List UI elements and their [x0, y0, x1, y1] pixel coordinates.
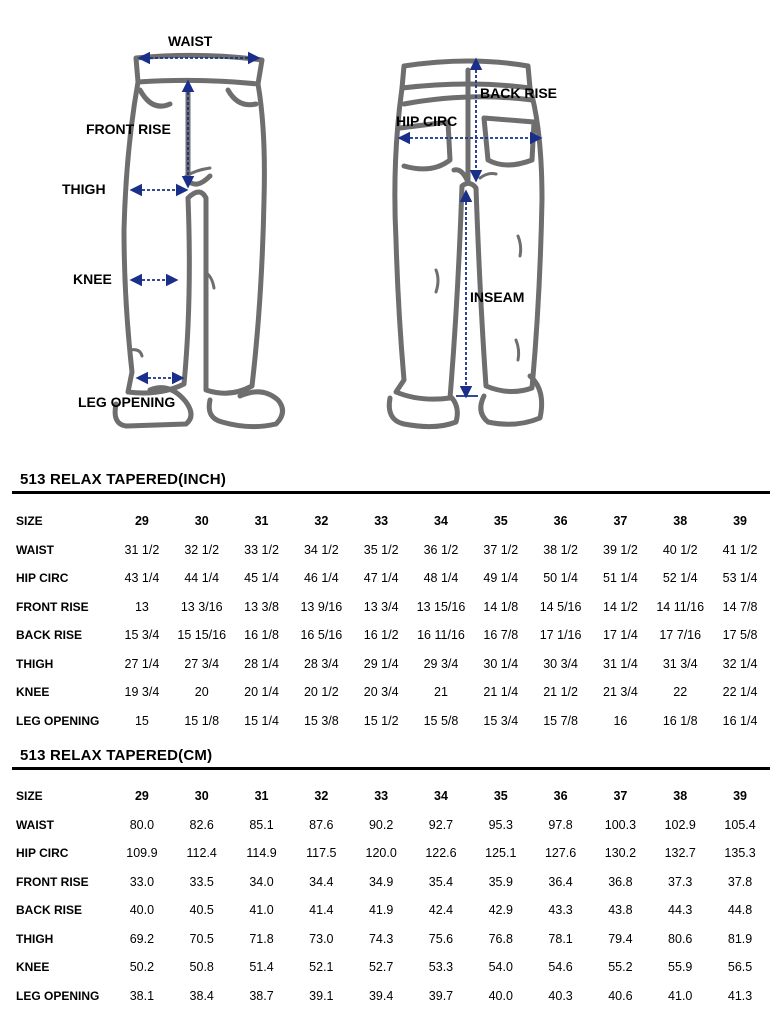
measurement-cell: 78.1 [548, 931, 573, 946]
measurement-cell: 27 1/4 [124, 656, 160, 671]
measurement-cell: 34.9 [368, 874, 394, 889]
measurement-cell: 75.6 [428, 931, 454, 946]
measurement-cell: 39.4 [368, 988, 394, 1003]
size-header-cell: 35 [493, 789, 508, 804]
measurement-cell: 52.7 [368, 960, 394, 975]
measurement-cell: 16 5/16 [300, 628, 343, 643]
measurement-cell: 15 1/4 [244, 713, 279, 728]
measurement-cell: 15 1/2 [363, 713, 399, 728]
table-row [12, 839, 770, 868]
measurement-cell: 20 1/4 [244, 685, 279, 700]
measurement-cell: 36.8 [608, 874, 633, 889]
table-row [12, 953, 770, 982]
measurement-cell: 52 1/4 [662, 571, 698, 586]
size-header-cell: 34 [434, 789, 448, 804]
measurement-cell: 37 1/2 [483, 542, 519, 557]
measurement-cell: 28 3/4 [303, 656, 339, 671]
measurement-cell: 41.4 [309, 903, 334, 918]
measurement-cell: 120.0 [365, 846, 397, 861]
measurement-cell: 51 1/4 [603, 571, 638, 586]
row-label: BACK RISE [16, 903, 83, 918]
measurement-cell: 16 [613, 713, 628, 728]
table-row [12, 925, 770, 954]
measurement-cell: 22 [673, 685, 688, 700]
inseam-label: INSEAM [470, 289, 525, 305]
measurement-cell: 33.5 [189, 874, 214, 889]
size-header-cell: 37 [613, 789, 628, 804]
measurement-cell: 42.4 [428, 903, 454, 918]
jeans-illustration [0, 0, 782, 440]
table-row [12, 896, 770, 925]
size-header-cell: 32 [314, 514, 329, 529]
measurement-cell: 33 1/2 [244, 542, 279, 557]
size-header-cell: 31 [254, 514, 269, 529]
table-row [12, 536, 770, 565]
table-row [12, 678, 770, 707]
measurement-cell: 47 1/4 [363, 571, 399, 586]
table-row [12, 811, 770, 840]
front-jeans-drawing [115, 55, 282, 426]
measurement-cell: 41.9 [368, 903, 394, 918]
row-label: THIGH [16, 931, 54, 946]
measurement-cell: 42.9 [488, 903, 513, 918]
hip-circ-label: HIP CIRC [396, 113, 458, 129]
size-header-cell: 37 [613, 514, 628, 529]
measurement-cell: 82.6 [189, 817, 214, 832]
measurement-cell: 35.9 [488, 874, 513, 889]
measurement-cell: 43.8 [608, 903, 633, 918]
measurement-cell: 14 5/16 [539, 599, 582, 614]
measurement-cell: 39.1 [309, 988, 334, 1003]
measurement-cell: 21 1/2 [543, 685, 578, 700]
measurement-cell: 31 1/4 [603, 656, 638, 671]
measurement-cell: 35.4 [428, 874, 454, 889]
measurement-diagram [0, 0, 782, 440]
table-row [12, 593, 770, 622]
measurement-cell: 45 1/4 [244, 571, 279, 586]
waist-label: WAIST [168, 33, 213, 49]
measurement-cell: 13 [134, 599, 149, 614]
measurement-cell: 122.6 [425, 846, 457, 861]
measurement-cell: 71.8 [249, 931, 274, 946]
measurement-cell: 49 1/4 [483, 571, 519, 586]
measurement-cell: 16 7/8 [483, 628, 519, 643]
measurement-cell: 36.4 [548, 874, 573, 889]
row-label: FRONT RISE [16, 599, 89, 614]
knee-label: KNEE [73, 271, 112, 287]
row-label: LEG OPENING [16, 713, 100, 728]
measurement-cell: 100.3 [604, 817, 637, 832]
size-header-cell: 29 [134, 514, 149, 529]
measurement-cell: 40.0 [129, 903, 155, 918]
measurement-cell: 40.3 [548, 988, 573, 1003]
row-label: BACK RISE [16, 628, 83, 643]
measurement-cell: 39 1/2 [603, 542, 638, 557]
front-rise-label: FRONT RISE [86, 121, 171, 137]
measurement-cell: 28 1/4 [244, 656, 279, 671]
measurement-cell: 80.0 [129, 817, 155, 832]
measurement-cell: 41.0 [249, 903, 274, 918]
size-header-cell: 33 [374, 514, 389, 529]
measurement-cell: 29 1/4 [363, 656, 399, 671]
measurement-cell: 30 3/4 [543, 656, 578, 671]
measurement-cell: 40 1/2 [662, 542, 698, 557]
measurement-cell: 20 3/4 [363, 685, 399, 700]
measurement-cell: 31 1/2 [124, 542, 160, 557]
size-header-label: SIZE [16, 789, 43, 804]
measurement-cell: 33.0 [129, 874, 155, 889]
measurement-cell: 50.8 [189, 960, 214, 975]
measurement-cell: 70.5 [189, 931, 214, 946]
table-row [12, 621, 770, 650]
measurement-cell: 79.4 [608, 931, 633, 946]
measurement-cell: 15 3/8 [303, 713, 339, 728]
measurement-cell: 125.1 [485, 846, 517, 861]
measurement-cell: 50 1/4 [543, 571, 578, 586]
measurement-cell: 56.5 [727, 960, 753, 975]
measurement-cell: 16 1/8 [244, 628, 279, 643]
measurement-cell: 15 [134, 713, 149, 728]
measurement-cell: 54.0 [488, 960, 513, 975]
measurement-cell: 117.5 [306, 846, 337, 861]
measurement-cell: 105.4 [724, 817, 756, 832]
measurement-cell: 40.0 [488, 988, 513, 1003]
back-rise-label: BACK RISE [480, 85, 558, 101]
measurement-cell: 31 3/4 [662, 656, 698, 671]
measurement-cell: 35 1/2 [363, 542, 399, 557]
measurement-cell: 92.7 [428, 817, 454, 832]
measurement-cell: 13 9/16 [300, 599, 343, 614]
size-header-cell: 30 [194, 514, 209, 529]
measurement-cell: 114.9 [246, 846, 277, 861]
measurement-cell: 16 1/8 [662, 713, 698, 728]
measurement-cell: 53.3 [428, 960, 454, 975]
measurement-cell: 13 15/16 [416, 599, 466, 614]
size-header-cell: 36 [553, 514, 568, 529]
measurement-cell: 27 3/4 [184, 656, 220, 671]
thigh-label: THIGH [62, 181, 106, 197]
measurement-cell: 21 [434, 685, 448, 700]
row-label: LEG OPENING [16, 988, 100, 1003]
measurement-cell: 46 1/4 [303, 571, 339, 586]
measurement-cell: 50.2 [129, 960, 155, 975]
table-header-row [12, 782, 770, 811]
measurement-cell: 69.2 [129, 931, 155, 946]
measurement-cell: 40.5 [189, 903, 214, 918]
measurement-cell: 30 1/4 [483, 656, 519, 671]
measurement-cell: 34.4 [309, 874, 334, 889]
measurement-cell: 41.3 [727, 988, 753, 1003]
size-header-cell: 31 [254, 789, 269, 804]
measurement-cell: 80.6 [668, 931, 693, 946]
measurement-cell: 17 5/8 [722, 628, 758, 643]
measurement-cell: 97.8 [548, 817, 573, 832]
table-row [12, 564, 770, 593]
measurement-cell: 14 11/16 [656, 599, 705, 614]
measurement-cell: 22 1/4 [722, 685, 758, 700]
measurement-cell: 17 1/4 [603, 628, 638, 643]
size-header-cell: 29 [134, 789, 149, 804]
measurement-cell: 13 3/8 [244, 599, 279, 614]
measurement-cell: 85.1 [249, 817, 274, 832]
inch-table-title: 513 RELAX TAPERED(INCH) [20, 471, 227, 488]
measurement-cell: 16 1/2 [363, 628, 399, 643]
leg-opening-label: LEG OPENING [78, 394, 176, 410]
measurement-cell: 39.7 [428, 988, 454, 1003]
measurement-cell: 38.1 [129, 988, 155, 1003]
measurement-cell: 37.3 [668, 874, 693, 889]
measurement-cell: 14 7/8 [722, 599, 758, 614]
size-header-cell: 38 [673, 514, 688, 529]
measurement-cell: 15 15/16 [177, 628, 227, 643]
size-header-cell: 35 [493, 514, 508, 529]
measurement-cell: 17 7/16 [659, 628, 702, 643]
measurement-cell: 132.7 [664, 846, 696, 861]
measurement-cell: 43 1/4 [124, 571, 160, 586]
measurement-cell: 20 [194, 685, 209, 700]
measurement-cell: 127.6 [544, 846, 577, 861]
measurement-cell: 76.8 [488, 931, 513, 946]
measurement-cell: 52.1 [309, 960, 334, 975]
measurement-cell: 15 7/8 [543, 713, 578, 728]
table-row [12, 707, 770, 736]
cm-table-divider [12, 767, 770, 770]
table-row [12, 868, 770, 897]
measurement-cell: 15 3/4 [124, 628, 160, 643]
row-label: HIP CIRC [16, 571, 69, 586]
measurement-cell: 135.3 [724, 846, 756, 861]
measurement-cell: 21 1/4 [483, 685, 519, 700]
measurement-cell: 48 1/4 [423, 571, 459, 586]
cm-size-table [12, 782, 770, 1010]
measurement-cell: 109.9 [126, 846, 158, 861]
measurement-cell: 16 1/4 [722, 713, 758, 728]
measurement-cell: 16 11/16 [417, 628, 465, 643]
measurement-cell: 53 1/4 [722, 571, 758, 586]
measurement-cell: 41.0 [668, 988, 693, 1003]
measurement-cell: 95.3 [488, 817, 513, 832]
measurement-cell: 17 1/16 [539, 628, 582, 643]
row-label: HIP CIRC [16, 846, 69, 861]
size-header-cell: 32 [314, 789, 329, 804]
measurement-cell: 38.4 [189, 988, 214, 1003]
measurement-cell: 90.2 [368, 817, 394, 832]
size-header-cell: 30 [194, 789, 209, 804]
row-label: FRONT RISE [16, 874, 89, 889]
measurement-cell: 34.0 [249, 874, 274, 889]
cm-table-title: 513 RELAX TAPERED(CM) [20, 747, 213, 764]
measurement-cell: 15 3/4 [483, 713, 519, 728]
measurement-cell: 54.6 [548, 960, 573, 975]
measurement-cell: 130.2 [604, 846, 637, 861]
measurement-cell: 15 5/8 [423, 713, 459, 728]
row-label: THIGH [16, 656, 54, 671]
measurement-cell: 73.0 [309, 931, 334, 946]
size-header-cell: 33 [374, 789, 389, 804]
measurement-cell: 21 3/4 [603, 685, 638, 700]
measurement-cell: 102.9 [664, 817, 696, 832]
size-header-label: SIZE [16, 514, 43, 529]
measurement-cell: 13 3/4 [363, 599, 399, 614]
table-row [12, 650, 770, 679]
measurement-cell: 29 3/4 [423, 656, 459, 671]
measurement-cell: 112.4 [186, 846, 217, 861]
measurement-cell: 44.3 [668, 903, 693, 918]
row-label: KNEE [16, 685, 50, 700]
measurement-cell: 40.6 [608, 988, 633, 1003]
measurement-cell: 44 1/4 [184, 571, 220, 586]
measurement-cell: 81.9 [727, 931, 753, 946]
measurement-cell: 87.6 [309, 817, 334, 832]
size-header-cell: 34 [434, 514, 448, 529]
measurement-cell: 74.3 [368, 931, 394, 946]
measurement-cell: 55.2 [608, 960, 633, 975]
measurement-cell: 37.8 [727, 874, 753, 889]
row-label: WAIST [16, 542, 54, 557]
measurement-cell: 43.3 [548, 903, 573, 918]
measurement-cell: 19 3/4 [124, 685, 160, 700]
size-header-cell: 39 [733, 514, 748, 529]
measurement-cell: 32 1/2 [184, 542, 220, 557]
measurement-cell: 41 1/2 [722, 542, 758, 557]
inch-size-table [12, 507, 770, 735]
measurement-cell: 38 1/2 [543, 542, 578, 557]
measurement-cell: 44.8 [727, 903, 753, 918]
measurement-cell: 51.4 [249, 960, 274, 975]
size-header-cell: 39 [733, 789, 748, 804]
size-header-cell: 38 [673, 789, 688, 804]
table-header-row [12, 507, 770, 536]
table-row [12, 982, 770, 1011]
measurement-cell: 13 3/16 [180, 599, 223, 614]
measurement-cell: 20 1/2 [303, 685, 339, 700]
measurement-cell: 32 1/4 [722, 656, 758, 671]
measurement-cell: 14 1/8 [483, 599, 519, 614]
row-label: KNEE [16, 960, 50, 975]
size-header-cell: 36 [553, 789, 568, 804]
measurement-cell: 34 1/2 [303, 542, 339, 557]
inch-table-divider [12, 491, 770, 494]
measurement-cell: 15 1/8 [184, 713, 220, 728]
measurement-cell: 38.7 [249, 988, 274, 1003]
measurement-cell: 36 1/2 [423, 542, 459, 557]
row-label: WAIST [16, 817, 54, 832]
measurement-cell: 14 1/2 [603, 599, 638, 614]
measurement-cell: 55.9 [668, 960, 693, 975]
